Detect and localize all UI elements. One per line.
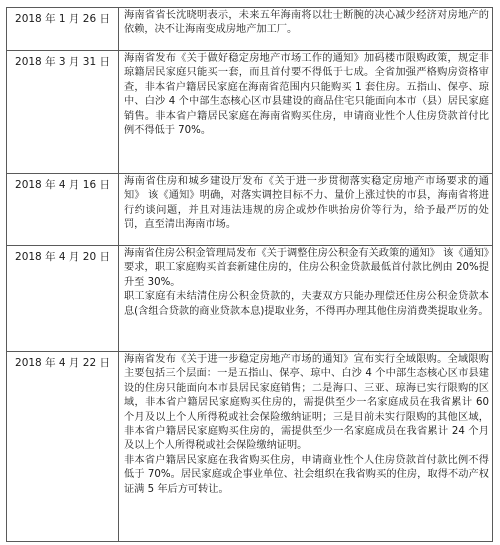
date-cell: 2018 年 4 月 22 日 xyxy=(7,352,119,542)
content-cell xyxy=(119,8,493,51)
paragraph: 海南省住房公积金管理局发布《关于调整住房公积金有关政策的通知》 该《通知》要求，职工家庭购买首套新建住房的，住房公积金贷款最低首付款比例由 20%提升至 30%。 xyxy=(124,248,489,288)
date-cell: 2018 年 4 月 20 日 xyxy=(7,246,119,352)
date-cell: 2018 年 4 月 16 日 xyxy=(7,174,119,246)
content-cell xyxy=(119,174,493,246)
date-cell: 2018 年 1 月 26 日 xyxy=(7,8,119,51)
table-row xyxy=(7,246,493,352)
policy-timeline-table xyxy=(6,7,493,542)
table-row xyxy=(7,174,493,246)
table-row xyxy=(7,51,493,174)
paragraph: 海南省住房和城乡建设厅发布《关于进一步贯彻落实稳定房地产市场要求的通知》 该《通知》明确，对落实调控目标不力、量价上涨过快的市县，海南省将进行约谈问题，并且对违法违规的房企或炒作哄抬房价等行为，给予最严厉的处罚，直至清出海南市场。 xyxy=(124,176,489,231)
content-cell xyxy=(119,246,493,352)
paragraph: 职工家庭有未结清住房公积金贷款的，夫妻双方只能办理偿还住房公积金贷款本息(含组合贷款的商业贷款本息)提取业务，不得再办理其他住房消费类提取业务。 xyxy=(124,291,489,317)
date-cell: 2018 年 3 月 31 日 xyxy=(7,51,119,174)
paragraph: 海南省发布《关于进一步稳定房地产市场的通知》宣布实行全域限购。全域限购主要包括三个层面：一是五指山、保亭、琼中、白沙 4 个中部生态核心区市县建设的住房只能面向本市县居民家庭销售；二是海口、三亚、琼海已实行限购的区域，非本省户籍居民家庭购买住房的，需提供至少一名家庭成员在我省累计 60 个月及以上个人所得税或社会保险缴纳证明；三是目前未实行限购的其他区域，非本省户籍居民家庭购买住房的，需提供至少一名家庭成员在我省累计 24 个月及以上个人所得税或社会保险缴纳证明。 xyxy=(124,354,489,452)
table-row xyxy=(7,352,493,542)
content-cell xyxy=(119,352,493,542)
paragraph: 海南省省长沈晓明表示，未来五年海南将以壮士断腕的决心减少经济对房地产的依赖，决不让海南变成房地产加工厂。 xyxy=(124,10,489,36)
paragraph: 非本省户籍居民家庭在我省购买住房，申请商业性个人住房贷款首付款比例不得低于 70%。居民家庭或企事业单位、社会组织在我省购买的住房，取得不动产权证满 5 年后方可转让。 xyxy=(124,454,489,495)
table-row xyxy=(7,8,493,51)
paragraph: 海南省发布《关于做好稳定房地产市场工作的通知》加码楼市限购政策，规定非琼籍居民家庭只能买一套，而且首付要不得低于七成。全省加强严格购房资格审查，非本省户籍居民家庭在海南省范围内只能购买 1 套住房。五指山、保亭、琼中、白沙 4 个中部生态核心区市县建设的商品住宅只能面向本市（县）居民家庭销售。非本省户籍居民家庭在海南省购买住房，申请商业性个人住房贷款首付比例不得低于 70%。 xyxy=(124,53,489,137)
content-cell xyxy=(119,51,493,174)
